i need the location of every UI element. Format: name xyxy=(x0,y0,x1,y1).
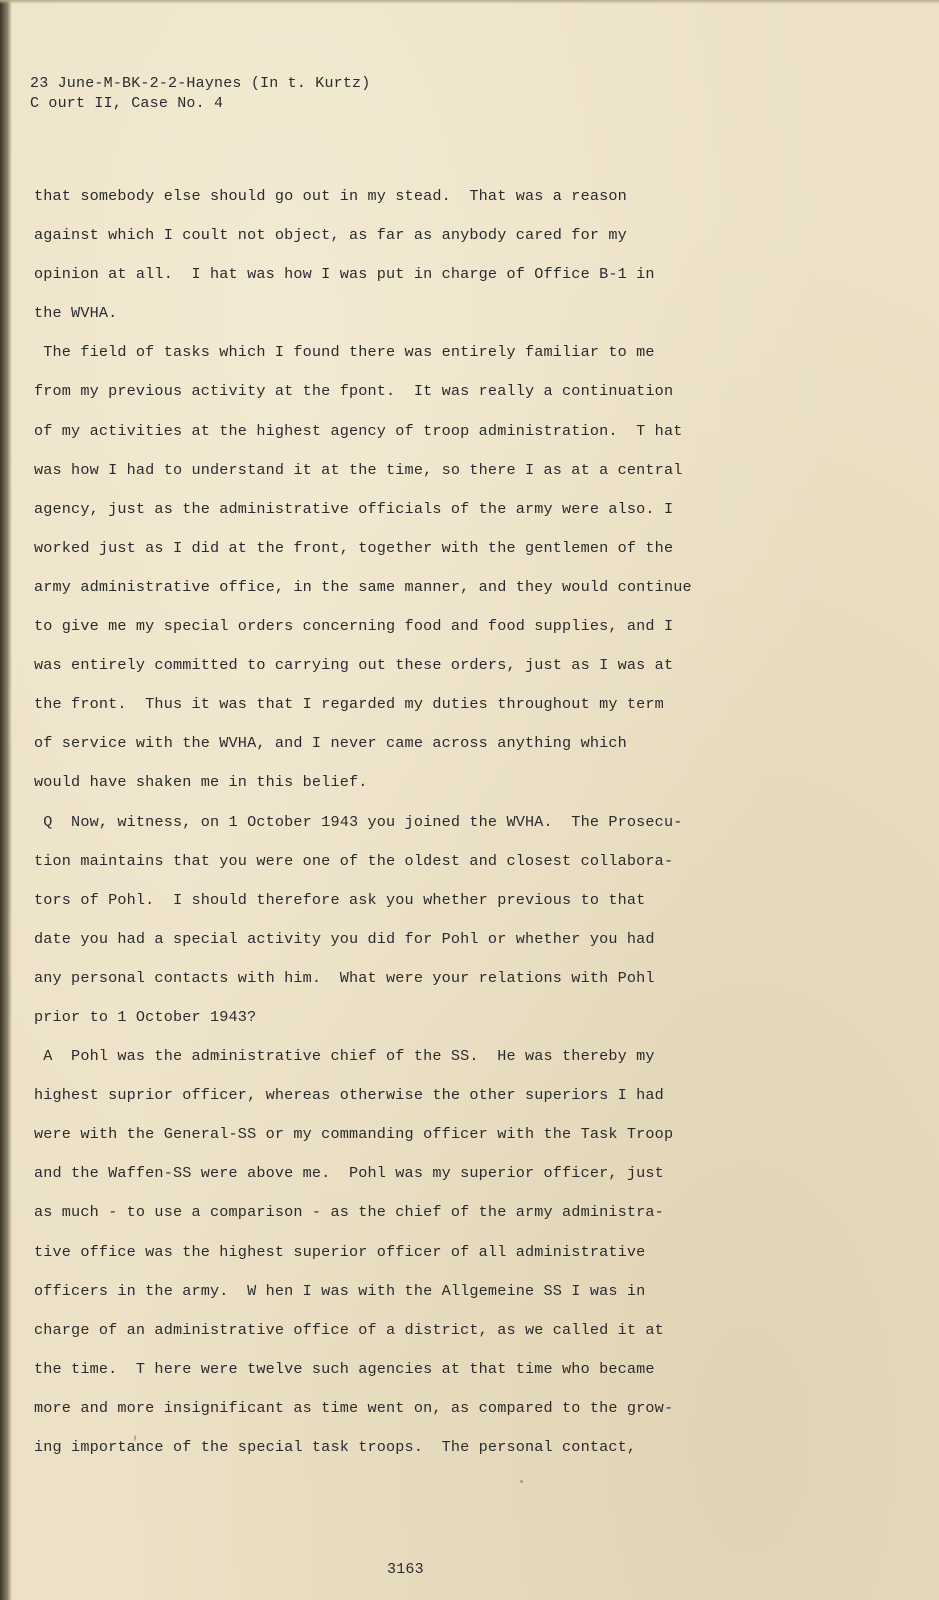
body-line: was how I had to understand it at the time, so there I as at a central xyxy=(34,460,683,479)
page-top-edge-shadow xyxy=(0,0,939,4)
body-line: as much - to use a comparison - as the chief of the army administra- xyxy=(34,1203,664,1222)
body-line: more and more insignificant as time went on, as compared to the grow- xyxy=(34,1398,674,1417)
page-number: 3163 xyxy=(387,1561,424,1578)
header-line-2: C ourt II, Case No. 4 xyxy=(30,95,224,112)
body-line: worked just as I did at the front, together with the gentlemen of the xyxy=(34,538,674,557)
body-line: agency, just as the administrative officials of the army were also. I xyxy=(34,499,674,518)
body-line: the WVHA. xyxy=(34,304,118,323)
body-line: date you had a special activity you did for Pohl or whether you had xyxy=(34,929,655,948)
body-line: army administrative office, in the same manner, and they would continue xyxy=(34,577,692,596)
body-line: of service with the WVHA, and I never came across anything which xyxy=(34,734,627,753)
page-left-edge-shadow xyxy=(0,0,12,1600)
transcript-body xyxy=(34,186,914,1476)
body-line: was entirely committed to carrying out these orders, just as I was at xyxy=(34,656,674,675)
body-line: ing importance of the special task troops. The personal contact, xyxy=(34,1438,637,1456)
body-line: against which I coult not object, as far as anybody cared for my xyxy=(34,226,627,245)
paper-speck xyxy=(216,1053,220,1057)
body-line: Q Now, witness, on 1 October 1943 you joined the WVHA. The Prosecu- xyxy=(34,812,683,831)
body-line: A Pohl was the administrative chief of the SS. He was thereby my xyxy=(34,1047,655,1066)
header-line-1: 23 June-M-BK-2-2-Haynes (In t. Kurtz) xyxy=(30,75,371,92)
body-line: The field of tasks which I found there was entirely familiar to me xyxy=(34,343,655,362)
body-line: to give me my special orders concerning food and food supplies, and I xyxy=(34,617,674,636)
body-line: tors of Pohl. I should therefore ask you whether previous to that xyxy=(34,890,646,909)
body-line: that somebody else should go out in my stead. That was a reason xyxy=(34,187,627,205)
paper-speck xyxy=(520,1480,523,1483)
body-line: highest suprior officer, whereas otherwise the other superiors I had xyxy=(34,1086,664,1105)
body-line: tion maintains that you were one of the oldest and closest collabora- xyxy=(34,851,674,870)
body-line: were with the General-SS or my commanding officer with the Task Troop xyxy=(34,1125,674,1144)
body-line: the time. T here were twelve such agencies at that time who became xyxy=(34,1359,655,1378)
body-line: would have shaken me in this belief. xyxy=(34,773,368,792)
body-line: officers in the army. W hen I was with the Allgemeine SS I was in xyxy=(34,1281,646,1300)
paper-speck xyxy=(134,1435,136,1441)
body-line: opinion at all. I hat was how I was put in charge of Office B-1 in xyxy=(34,265,655,284)
body-line: any personal contacts with him. What were your relations with Pohl xyxy=(34,968,655,987)
body-line: of my activities at the highest agency of troop administration. T hat xyxy=(34,421,683,440)
body-line: tive office was the highest superior officer of all administrative xyxy=(34,1242,646,1261)
body-line: prior to 1 October 1943? xyxy=(34,1007,257,1026)
body-line: the front. Thus it was that I regarded my duties throughout my term xyxy=(34,695,664,714)
body-line: charge of an administrative office of a district, as we called it at xyxy=(34,1320,664,1339)
body-line: and the Waffen-SS were above me. Pohl was my superior officer, just xyxy=(34,1164,664,1183)
body-line: from my previous activity at the fpont. It was really a continuation xyxy=(34,382,674,401)
